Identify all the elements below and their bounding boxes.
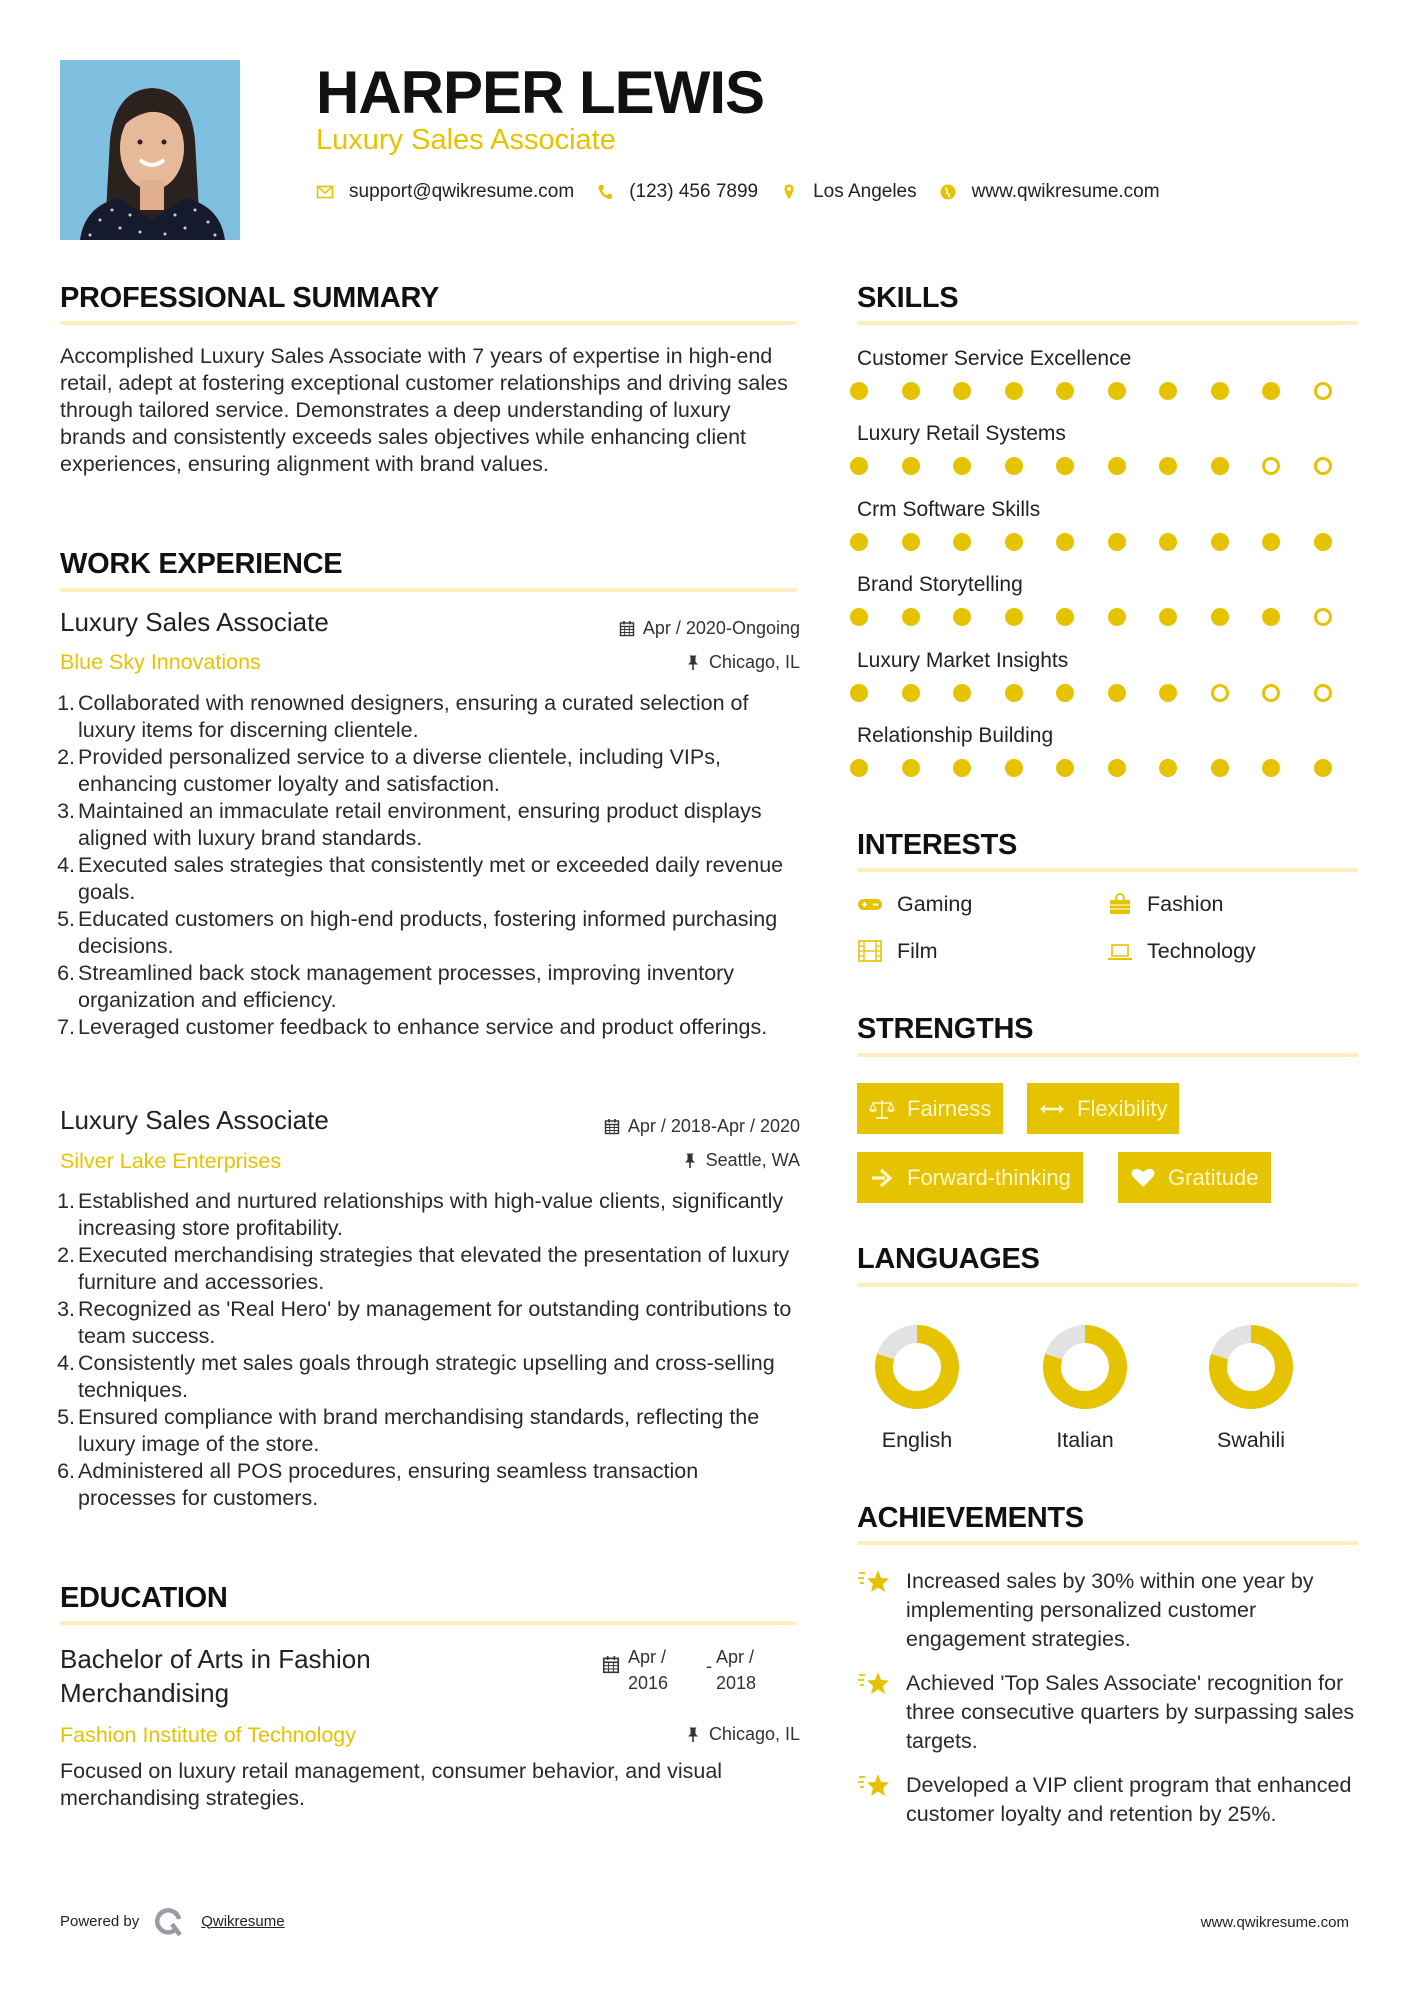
- contact-phone-text: (123) 456 7899: [629, 181, 759, 202]
- job-responsibilities: [57, 1188, 800, 1512]
- education-end-date: Apr / 2018: [716, 1647, 757, 1693]
- skill-dot-filled: [1262, 382, 1280, 400]
- interest-item: [1107, 890, 1224, 918]
- summary-text: Accomplished Luxury Sales Associate with 7 years of expertise in high-end retail, adept at fostering exceptional customer relationships and driving sales through tailored service. Demonstrates a deep understanding of luxury brands and consistently exceeds sales objectives while enhancing client experiences, ensuring alignment with brand values.: [60, 344, 788, 476]
- skill-dot-filled: [850, 457, 868, 475]
- skill-dot-filled: [1056, 533, 1074, 551]
- shopping-bag-icon: [1107, 892, 1133, 916]
- skill-dot-filled: [1159, 457, 1177, 475]
- school-name: Fashion Institute of Technology: [60, 1723, 357, 1747]
- skill-dot-filled: [953, 382, 971, 400]
- skill-dot-filled: [1211, 457, 1229, 475]
- skill-dot-filled: [1005, 608, 1023, 626]
- skill-dot-filled: [1005, 382, 1023, 400]
- job-dates: [604, 1114, 800, 1138]
- job-dates-text: Apr / 2020-Ongoing: [642, 618, 800, 638]
- gamepad-icon: [857, 892, 883, 916]
- strength-badge: [857, 1083, 1003, 1134]
- company-name: Blue Sky Innovations: [60, 650, 261, 674]
- skill-dot-filled: [1108, 382, 1126, 400]
- skill-dot-filled: [1056, 759, 1074, 777]
- skill-dot-filled: [1262, 608, 1280, 626]
- interest-item: [857, 937, 938, 965]
- arrows-horizontal-icon: [1039, 1098, 1065, 1120]
- skill-dot-filled: [1108, 533, 1126, 551]
- interest-label: Technology: [1147, 939, 1256, 963]
- strength-badge: [1027, 1083, 1179, 1134]
- section-heading-interests: INTERESTS: [857, 829, 1018, 861]
- section-divider: [60, 321, 797, 325]
- skill-dot-filled: [1005, 684, 1023, 702]
- pushpin-icon: [682, 1152, 698, 1169]
- list-item: 2. Executed merchandising strategies that elevated the presentation of luxury furniture and accessories.: [57, 1243, 790, 1294]
- contact-email[interactable]: [316, 181, 574, 203]
- list-item: 4. Consistently met sales goals through strategic upselling and cross-selling techniques.: [57, 1351, 775, 1402]
- skill-dot-filled: [1211, 382, 1229, 400]
- section-heading-experience: WORK EXPERIENCE: [60, 548, 343, 580]
- skill-dot-filled: [1211, 608, 1229, 626]
- strength-label: Gratitude: [1168, 1164, 1259, 1190]
- contact-website-text: www.qwikresume.com: [971, 181, 1160, 202]
- skill-dot-filled: [850, 684, 868, 702]
- skill-dot-filled: [1108, 759, 1126, 777]
- section-divider: [60, 1621, 797, 1625]
- education-location: [685, 1722, 800, 1746]
- education-start-date: Apr / 2016: [628, 1647, 669, 1693]
- list-item: 4. Executed sales strategies that consistently met or exceeded daily revenue goals.: [57, 853, 784, 904]
- list-item: 3. Recognized as 'Real Hero' by management for outstanding contributions to team success.: [57, 1297, 792, 1348]
- calendar-icon: [619, 620, 635, 637]
- candidate-title: Luxury Sales Associate: [316, 124, 616, 156]
- skill-name: Customer Service Excellence: [857, 347, 1132, 370]
- section-divider: [857, 321, 1358, 325]
- list-item: 5. Educated customers on high-end products, fostering informed purchasing decisions.: [57, 907, 778, 958]
- skill-dot-filled: [850, 608, 868, 626]
- language-donut: [1015, 1322, 1155, 1412]
- skill-dot-filled: [1211, 759, 1229, 777]
- language-name: English: [881, 1428, 953, 1452]
- envelope-icon: [316, 183, 334, 201]
- degree-title: Bachelor of Arts in Fashion Merchandising: [60, 1644, 371, 1708]
- strength-label: Fairness: [907, 1095, 992, 1121]
- skill-name: Luxury Market Insights: [857, 649, 1069, 672]
- list-item: 6. Administered all POS procedures, ensuring seamless transaction processes for customers.: [57, 1459, 699, 1510]
- skill-dot-filled: [1159, 759, 1177, 777]
- job-responsibilities: [57, 690, 800, 1041]
- skill-dot-filled: [1108, 684, 1126, 702]
- skill-dot-filled: [953, 608, 971, 626]
- language-donut: [847, 1322, 987, 1412]
- map-pin-icon: [780, 183, 798, 201]
- pushpin-icon: [685, 1726, 701, 1743]
- section-heading-languages: LANGUAGES: [857, 1243, 1040, 1275]
- section-heading-achievements: ACHIEVEMENTS: [857, 1502, 1084, 1534]
- job-title: Luxury Sales Associate: [60, 607, 329, 637]
- contact-location-text: Los Angeles: [813, 181, 917, 202]
- section-heading-strengths: STRENGTHS: [857, 1013, 1034, 1045]
- skill-dot-filled: [1262, 533, 1280, 551]
- skill-dot-filled: [1056, 457, 1074, 475]
- language-donut: [1181, 1322, 1321, 1412]
- skill-dot-filled: [953, 457, 971, 475]
- pushpin-icon: [685, 654, 701, 671]
- skill-dot-filled: [1211, 533, 1229, 551]
- list-item: 7. Leveraged customer feedback to enhance service and product offerings.: [57, 1015, 768, 1039]
- skill-dot-filled: [953, 533, 971, 551]
- list-item: 6. Streamlined back stock management processes, improving inventory organization and efficiency.: [57, 961, 735, 1012]
- skill-dot-filled: [1005, 759, 1023, 777]
- phone-icon: [596, 183, 614, 201]
- skill-dot-filled: [902, 382, 920, 400]
- skill-dot-filled: [1056, 608, 1074, 626]
- qwikresume-logo-icon: [155, 1904, 185, 1938]
- skill-dot-empty: [1314, 608, 1332, 626]
- skill-dot-filled: [1159, 608, 1177, 626]
- achievement-text: Developed a VIP client program that enhanced customer loyalty and retention by 25%.: [906, 1773, 1352, 1826]
- skill-name: Luxury Retail Systems: [857, 422, 1066, 445]
- education-description: Focused on luxury retail management, consumer behavior, and visual merchandising strategies.: [60, 1759, 723, 1810]
- contact-bar: [316, 178, 1182, 206]
- contact-email-text: support@qwikresume.com: [349, 181, 575, 202]
- strength-badge: [1118, 1152, 1271, 1203]
- skill-dot-filled: [953, 684, 971, 702]
- section-heading-education: EDUCATION: [60, 1582, 228, 1614]
- contact-location: [780, 181, 917, 203]
- skill-dot-filled: [1108, 457, 1126, 475]
- qwikresume-link[interactable]: Qwikresume: [201, 1912, 285, 1930]
- skill-dot-filled: [1056, 382, 1074, 400]
- contact-phone[interactable]: [596, 181, 758, 203]
- language-name: Italian: [1056, 1428, 1114, 1452]
- laptop-icon: [1107, 939, 1133, 963]
- skill-dot-filled: [902, 684, 920, 702]
- film-icon: [857, 939, 883, 963]
- interest-label: Film: [897, 939, 938, 963]
- section-heading-skills: SKILLS: [857, 282, 959, 314]
- skill-dot-filled: [850, 759, 868, 777]
- footer-powered-by: [60, 1904, 285, 1938]
- list-item: 3. Maintained an immaculate retail environment, ensuring product displays aligned with luxury brand standards.: [57, 799, 762, 850]
- star-icon: [857, 1669, 891, 1699]
- strength-label: Forward-thinking: [907, 1164, 1071, 1190]
- arrow-right-icon: [869, 1167, 895, 1189]
- powered-by-text: Powered by: [60, 1912, 140, 1930]
- section-divider: [857, 1541, 1358, 1545]
- profile-photo: [60, 60, 240, 240]
- skill-name: Brand Storytelling: [857, 573, 1023, 596]
- job-location-text: Chicago, IL: [708, 652, 800, 672]
- skill-dot-filled: [1262, 759, 1280, 777]
- list-item: 2. Provided personalized service to a diverse clientele, including VIPs, enhancing customer loyalty and satisfaction.: [57, 745, 721, 796]
- calendar-icon: [604, 1118, 620, 1135]
- job-dates: [619, 616, 800, 640]
- skill-dot-filled: [850, 533, 868, 551]
- skill-dot-filled: [1159, 382, 1177, 400]
- star-icon: [857, 1567, 891, 1597]
- skill-dot-filled: [850, 382, 868, 400]
- company-name: Silver Lake Enterprises: [60, 1149, 282, 1173]
- heart-icon: [1130, 1167, 1156, 1189]
- star-icon: [857, 1771, 891, 1801]
- job-location: [682, 1148, 800, 1172]
- skill-rating: [850, 684, 1350, 702]
- achievement-text: Achieved 'Top Sales Associate' recognition for three consecutive quarters by surpassing sales targets.: [906, 1671, 1355, 1753]
- skill-rating: [850, 533, 1350, 551]
- skill-name: Crm Software Skills: [857, 498, 1041, 521]
- strength-label: Flexibility: [1077, 1095, 1168, 1121]
- job-dates-text: Apr / 2018-Apr / 2020: [627, 1116, 800, 1136]
- skill-rating: [850, 759, 1350, 777]
- footer-website[interactable]: www.qwikresume.com: [1200, 1914, 1349, 1931]
- list-item: 1. Collaborated with renowned designers, ensuring a curated selection of luxury items for discerning clientele.: [57, 691, 749, 742]
- interest-item: [857, 890, 972, 918]
- skill-dot-filled: [953, 759, 971, 777]
- skill-dot-filled: [902, 759, 920, 777]
- skill-dot-empty: [1314, 457, 1332, 475]
- globe-icon: [939, 183, 957, 201]
- skill-dot-filled: [1108, 608, 1126, 626]
- skill-dot-filled: [1005, 457, 1023, 475]
- donut-chart: [872, 1322, 962, 1412]
- skill-dot-filled: [1056, 684, 1074, 702]
- skill-dot-filled: [1159, 684, 1177, 702]
- donut-chart: [1206, 1322, 1296, 1412]
- contact-website[interactable]: [939, 181, 1160, 203]
- skill-rating: [850, 608, 1350, 626]
- section-divider: [60, 588, 797, 592]
- balance-scale-icon: [869, 1098, 895, 1120]
- skill-dot-empty: [1314, 382, 1332, 400]
- job-title: Luxury Sales Associate: [60, 1105, 329, 1135]
- interest-label: Fashion: [1147, 892, 1224, 916]
- skill-dot-filled: [902, 608, 920, 626]
- section-divider: [857, 1053, 1358, 1057]
- skill-dot-filled: [902, 457, 920, 475]
- skill-dot-filled: [1159, 533, 1177, 551]
- interest-item: [1107, 937, 1256, 965]
- date-separator: -: [706, 1656, 712, 1676]
- candidate-name: HARPER LEWIS: [316, 59, 765, 126]
- skill-rating: [850, 382, 1350, 400]
- list-item: 5. Ensured compliance with brand merchandising standards, reflecting the luxury image of the store.: [57, 1405, 760, 1456]
- section-divider: [857, 868, 1358, 872]
- donut-chart: [1040, 1322, 1130, 1412]
- skill-dot-filled: [1314, 533, 1332, 551]
- skill-dot-empty: [1262, 684, 1280, 702]
- calendar-icon: [602, 1655, 620, 1674]
- list-item: 1. Established and nurtured relationships with high-value clients, significantly increasing store profitability.: [57, 1189, 784, 1240]
- skill-dot-empty: [1262, 457, 1280, 475]
- skill-dot-filled: [902, 533, 920, 551]
- skill-name: Relationship Building: [857, 724, 1054, 747]
- section-heading-summary: PROFESSIONAL SUMMARY: [60, 282, 440, 314]
- strength-badge: [857, 1152, 1083, 1203]
- skill-dot-empty: [1314, 684, 1332, 702]
- skill-dot-filled: [1314, 759, 1332, 777]
- section-divider: [857, 1283, 1358, 1287]
- education-location-text: Chicago, IL: [708, 1724, 800, 1744]
- language-name: Swahili: [1216, 1428, 1286, 1452]
- interest-label: Gaming: [897, 892, 973, 916]
- job-location: [685, 650, 800, 674]
- achievement-text: Increased sales by 30% within one year by implementing personalized customer engagement strategies.: [906, 1569, 1314, 1651]
- job-location-text: Seattle, WA: [705, 1150, 800, 1170]
- skill-rating: [850, 457, 1350, 475]
- skill-dot-filled: [1005, 533, 1023, 551]
- skill-dot-empty: [1211, 684, 1229, 702]
